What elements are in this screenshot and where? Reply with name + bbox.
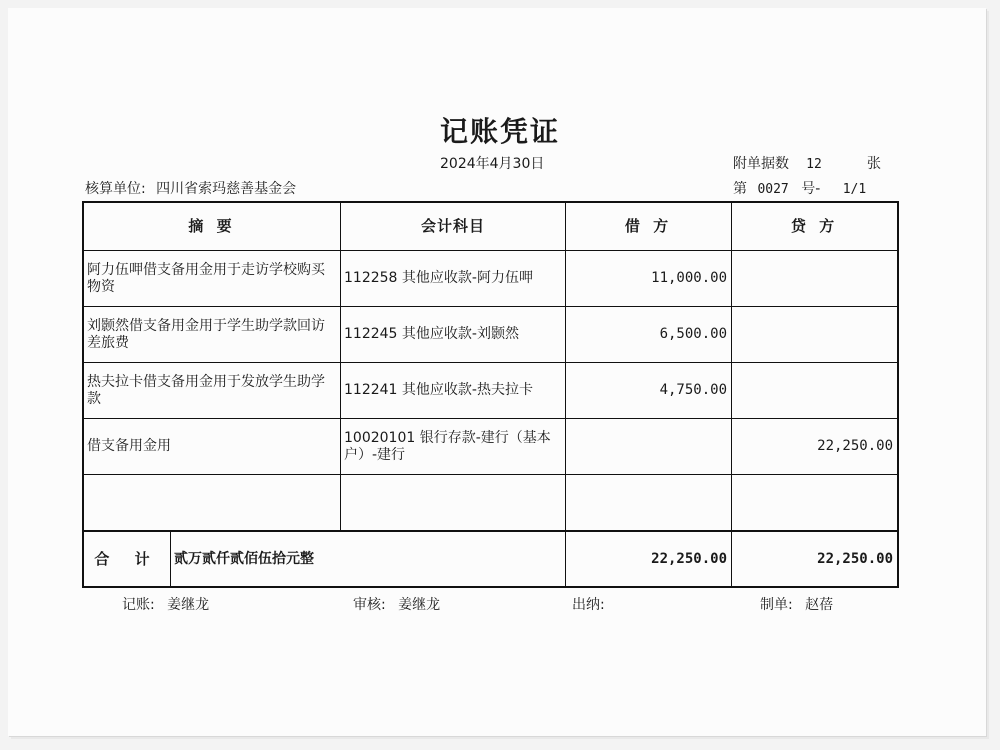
cashier-label: 出纳: [572, 597, 605, 613]
attachments-unit: 张 [867, 156, 881, 172]
row-4-account: 10020101 银行存款-建行（基本户）-建行 [344, 429, 551, 463]
col-divider [170, 531, 171, 588]
voucher-number [733, 178, 866, 198]
row-1-debit: 11,000.00 [651, 270, 727, 286]
row-1-account: 112258 其他应收款-阿力伍呷 [344, 270, 533, 286]
org-name: 四川省索玛慈善基金会 [156, 181, 297, 197]
row-4-summary: 借支备用金用 [87, 438, 171, 454]
row-5-credit [732, 475, 893, 530]
row-5-account [344, 475, 562, 530]
total-amount-words: 贰万贰仟贰佰伍拾元整 [174, 550, 314, 567]
signature-bookkeeper [122, 594, 209, 614]
accounting-unit [85, 178, 296, 198]
row-4-debit [566, 419, 727, 474]
row-3-debit: 4,750.00 [659, 382, 727, 398]
voucher-date: 2024年4月30日 [440, 156, 545, 172]
row-2-credit [732, 307, 893, 362]
attachments-label: 附单据数 [733, 156, 789, 172]
row-2-summary: 刘颢然借支备用金用于学生助学款回访差旅费 [87, 317, 325, 351]
row-3-credit [732, 363, 893, 418]
signature-cashier [572, 594, 613, 614]
total-label: 合 计 [94, 549, 160, 568]
header-account: 会计科目 [420, 217, 485, 235]
reviewer-label: 审核: [353, 597, 386, 613]
attachments-count: 12 [806, 157, 822, 172]
bookkeeper-name: 姜继龙 [167, 597, 210, 613]
voucher-table [82, 201, 899, 588]
total-credit: 22,250.00 [817, 550, 893, 567]
header-summary: 摘 要 [188, 217, 236, 235]
page-indicator: 1/1 [842, 182, 867, 197]
row-5-debit [566, 475, 727, 530]
row-3-account: 112241 其他应收款-热夫拉卡 [344, 382, 533, 398]
row-2-account: 112245 其他应收款-刘颢然 [344, 326, 519, 342]
row-1-credit [732, 251, 893, 306]
preparer-label: 制单: [760, 597, 793, 613]
row-5-summary [87, 475, 335, 530]
total-debit: 22,250.00 [651, 550, 727, 567]
row-3-summary: 热夫拉卡借支备用金用于发放学生助学款 [87, 373, 325, 407]
row-2-debit: 6,500.00 [659, 326, 727, 342]
signature-preparer [760, 594, 833, 614]
bookkeeper-label: 记账: [122, 597, 155, 613]
attachments-info [733, 153, 881, 173]
voucher-title: 记账凭证 [439, 115, 560, 148]
row-1-summary: 阿力伍呷借支备用金用于走访学校购买物资 [87, 261, 325, 295]
row-4-credit: 22,250.00 [817, 438, 893, 454]
table-border-bottom [82, 586, 899, 588]
header-debit: 借 方 [624, 217, 673, 235]
number-suffix: 号- [801, 181, 821, 197]
number-prefix: 第 [733, 181, 747, 197]
org-label: 核算单位: [85, 181, 146, 197]
number-value: 0027 [757, 182, 789, 197]
col-divider [340, 201, 341, 531]
signature-reviewer [353, 594, 440, 614]
reviewer-name: 姜继龙 [398, 597, 441, 613]
header-credit: 贷 方 [790, 217, 839, 235]
preparer-name: 赵蓓 [805, 597, 834, 613]
